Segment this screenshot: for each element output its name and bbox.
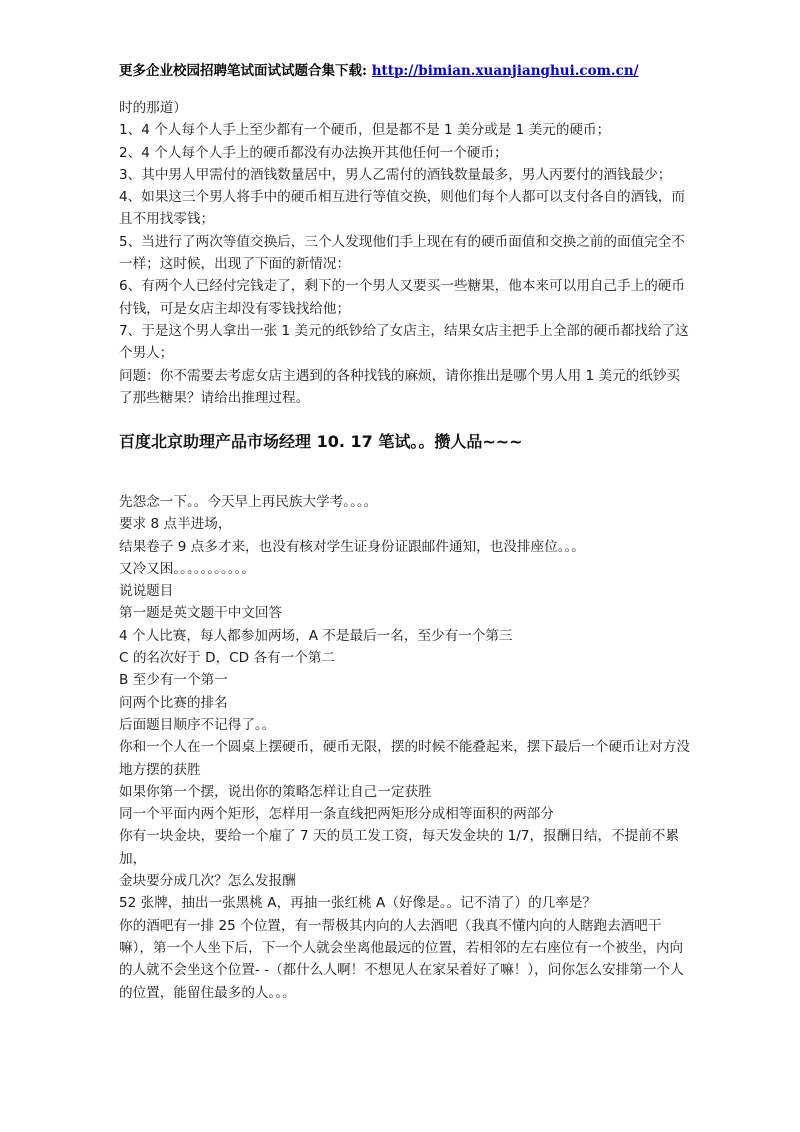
text-line: 6、有两个人已经付完钱走了，剩下的一个男人又要买一些糖果，他本来可以用自己手上的硬币付钱，可是女店主却没有零钱找给他； [119,278,685,317]
text-line: 你和一个人在一个圆桌上摆硬币，硬币无限，摆的时候不能叠起来，摆下最后一个硬币让对方没地方摆的获胜 [119,739,690,778]
text-line: 4 个人比赛，每人都参加两场，A 不是最后一名，至少有一个第三 [119,627,513,644]
text-line: 先怨念一下。。今天早上再民族大学考。。。。 [119,494,378,510]
text-line: 金块要分成几次？怎么发报酬 [119,873,296,890]
text-line: B 至少有一个第一 [119,672,228,689]
text-line: 结果卷子 9 点多才来，也没有核对学生证身份证跟邮件通知，也没排座位。。。 [119,538,585,555]
text-line: 2、4 个人每个人手上的硬币都没有办法换开其他任何一个硬币； [119,144,508,161]
text-line: 后面题目顺序不记得了。。 [119,716,276,733]
text-line: 52 张牌，抽出一张黑桃 A，再抽一张红桃 A（好像是。。记不清了）的几率是？ [119,895,597,912]
exam-notes [119,491,691,1004]
text-line: 1、4 个人每个人手上至少都有一个硬币，但是都不是 1 美分或是 1 美元的硬币； [119,122,611,139]
page-header [119,59,639,79]
puzzle-text [119,97,689,409]
header-link[interactable]: http://bimian.xuanjianghui.com.cn/ [371,63,639,79]
text-line: 又冷又困。。。。。。。。。。。 [119,560,255,577]
text-line: 你的酒吧有一排 25 个位置，有一帮极其内向的人去酒吧（我真不懂内向的人瞎跑去酒吧干嘛），第一个人坐下后，下一个人就会坐离他最远的位置，若相邻的左右座位有一个被坐，内向的人就不会坐这个位置- -（都什么人啊！不想见人在家呆着好了嘛！），问你怎么安排第一个人的位置，能留住最多的人。。。 [119,917,684,1001]
text-line: 你有一块金块，要给一个雇了 7 天的员工发工资，每天发金块的 1/7，报酬日结，不提前不累加， [119,828,680,867]
text-line: 如果你第一个摆，说出你的策略怎样让自己一定获胜 [119,783,432,800]
text-line: 4、如果这三个男人将手中的硬币相互进行等值交换，则他们每个人都可以支付各自的酒钱，而且不用找零钱； [119,189,685,228]
text-line: 问题：你不需要去考虑女店主遇到的各种找钱的麻烦，请你推出是哪个男人用 1 美元的纸钞买了那些糖果？请给出推理过程。 [119,367,681,406]
section-heading: 百度北京助理产品市场经理 10. 17 笔试。。攒人品~~~ [119,432,523,451]
text-line: 时的那道） [119,100,187,116]
header-title: 更多企业校园招聘笔试面试试题合集下载: [119,63,367,79]
text-line: 5、当进行了两次等值交换后，三个人发现他们手上现在有的硬币面值和交换之前的面值完全不一样；这时候，出现了下面的新情况： [119,233,685,273]
text-line: 说说题目 [119,583,174,600]
text-line: 同一个平面内两个矩形，怎样用一条直线把两矩形分成相等面积的两部分 [119,806,554,823]
text-line: 要求 8 点半进场， [119,516,232,533]
text-line: 第一题是英文题干中文回答 [119,605,283,622]
text-line: 7、于是这个男人拿出一张 1 美元的纸钞给了女店主，结果女店主把手上全部的硬币都找给了这个男人； [119,322,689,362]
text-line: C 的名次好于 D，CD 各有一个第二 [119,650,336,667]
text-line: 问两个比赛的排名 [119,694,228,711]
text-line: 3、其中男人甲需付的酒钱数量居中，男人乙需付的酒钱数量最多，男人丙要付的酒钱最少； [119,166,672,183]
